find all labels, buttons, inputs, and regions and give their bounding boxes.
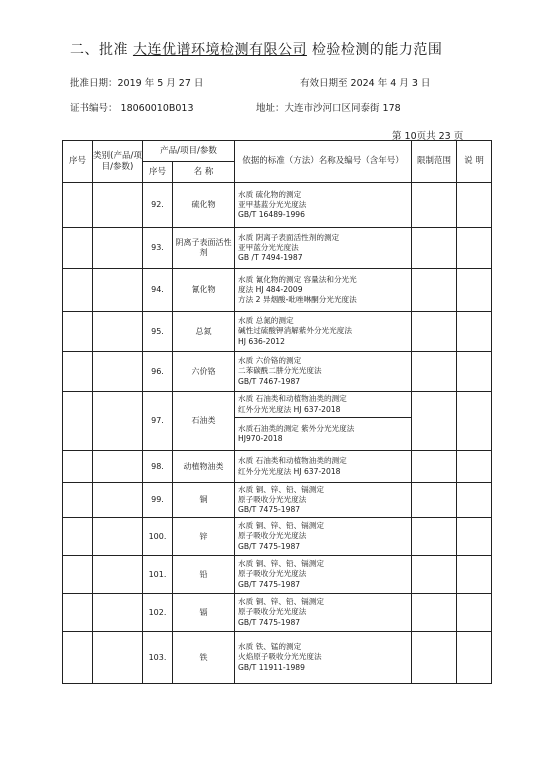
page-info: 第 10页共 23 页 bbox=[392, 131, 464, 142]
cell-note bbox=[457, 556, 492, 594]
cell-limit bbox=[412, 451, 457, 483]
standard-line: GB/T 11911-1989 bbox=[238, 662, 305, 672]
cell-note bbox=[457, 518, 492, 556]
cell-category bbox=[93, 312, 143, 352]
cell-standard bbox=[235, 418, 412, 451]
cell-note bbox=[457, 483, 492, 518]
cell-note bbox=[457, 632, 492, 684]
table-row bbox=[63, 183, 492, 228]
cell-seq bbox=[63, 556, 93, 594]
cell-item-name: 石油类 bbox=[173, 392, 235, 451]
cell-seq bbox=[63, 632, 93, 684]
cert-number: 证书编号： 18060010B013 bbox=[70, 103, 194, 114]
cell-item-no: 95. bbox=[143, 312, 173, 352]
cell-limit bbox=[412, 518, 457, 556]
cell-item-no: 101. bbox=[143, 556, 173, 594]
standard-line: 亚甲基蓝分光光度法 bbox=[238, 199, 307, 209]
cell-seq bbox=[63, 594, 93, 632]
cell-note bbox=[457, 392, 492, 451]
cell-item-name: 铅 bbox=[173, 556, 235, 594]
header-name: 名 称 bbox=[173, 162, 235, 183]
page-title bbox=[70, 39, 442, 59]
title-prefix: 二、批准 bbox=[70, 42, 128, 58]
standard-line: 原子吸收分光光度法 bbox=[238, 569, 307, 579]
cell-item-no: 96. bbox=[143, 352, 173, 392]
standard-line: 方法 2 异烟酸-吡唑啉酮分光光度法 bbox=[238, 295, 357, 305]
cell-category bbox=[93, 483, 143, 518]
standard-line: HJ970-2018 bbox=[238, 434, 283, 443]
standard-line: 火焰原子吸收分光光度法 bbox=[238, 652, 322, 662]
standard-line: 红外分光光度法 HJ 637-2018 bbox=[238, 466, 341, 476]
standard-line: 水质 石油类和动植物油类的测定 bbox=[238, 456, 347, 466]
cell-category bbox=[93, 556, 143, 594]
cell-standard bbox=[235, 352, 412, 392]
cell-limit bbox=[412, 352, 457, 392]
cell-standard bbox=[235, 632, 412, 684]
table-row bbox=[63, 594, 492, 632]
table-row bbox=[63, 632, 492, 684]
cell-seq bbox=[63, 451, 93, 483]
standard-line: HJ 636-2012 bbox=[238, 336, 285, 346]
standard-line: 水质 铜、锌、铅、镉测定 bbox=[238, 559, 324, 569]
cell-seq bbox=[63, 312, 93, 352]
cell-item-name: 氰化物 bbox=[173, 269, 235, 312]
cell-standard bbox=[235, 183, 412, 228]
table-row bbox=[63, 228, 492, 269]
standard-line: 红外分光光度法 HJ 637-2018 bbox=[238, 404, 341, 414]
standard-line: GB/T 7475-1987 bbox=[238, 541, 301, 551]
table-row bbox=[63, 392, 492, 418]
standard-line: 水质 铜、锌、铅、镉测定 bbox=[238, 521, 324, 531]
cell-item-no: 97. bbox=[143, 392, 173, 451]
cell-limit bbox=[412, 392, 457, 451]
title-suffix: 检验检测的能力范围 bbox=[311, 42, 443, 58]
cell-item-name: 铁 bbox=[173, 632, 235, 684]
standard-line: 原子吸收分光光度法 bbox=[238, 607, 307, 617]
standard-line: 水质 氰化物的测定 容量法和分光光 bbox=[238, 274, 357, 284]
cell-note bbox=[457, 269, 492, 312]
cell-limit bbox=[412, 183, 457, 228]
standard-line: 原子吸收分光光度法 bbox=[238, 531, 307, 541]
cell-limit bbox=[412, 483, 457, 518]
standard-line: 亚甲蓝分光光度法 bbox=[238, 242, 299, 252]
standard-line: 水质 铁、锰的测定 bbox=[238, 642, 302, 652]
header-limit: 限制范围 bbox=[412, 141, 457, 183]
table-row bbox=[63, 312, 492, 352]
standard-line: 水质 铜、锌、铅、镉测定 bbox=[238, 597, 324, 607]
header-category: 类别(产品/项目/参数) bbox=[93, 141, 143, 183]
table-row bbox=[63, 352, 492, 392]
header-standard: 依据的标准（方法）名称及编号（含年号） bbox=[235, 141, 412, 183]
standard-line: 水质 阴离子表面活性剂的测定 bbox=[238, 232, 340, 242]
cell-standard bbox=[235, 556, 412, 594]
cell-limit bbox=[412, 594, 457, 632]
standard-line: 水质 六价铬的测定 bbox=[238, 356, 302, 366]
cell-note bbox=[457, 228, 492, 269]
cell-limit bbox=[412, 556, 457, 594]
table-row bbox=[63, 269, 492, 312]
standard-line: GB/T 7475-1987 bbox=[238, 579, 301, 589]
cell-seq bbox=[63, 228, 93, 269]
cell-limit bbox=[412, 269, 457, 312]
standard-line: 水质 硫化物的测定 bbox=[238, 189, 302, 199]
table-row bbox=[63, 451, 492, 483]
standard-line: GB/T 16489-1996 bbox=[238, 210, 305, 220]
cell-standard bbox=[235, 312, 412, 352]
cell-item-name: 镉 bbox=[173, 594, 235, 632]
header-product-group: 产品/项目/参数 bbox=[143, 141, 235, 162]
standard-line: 度法 HJ 484-2009 bbox=[238, 284, 303, 294]
cell-seq bbox=[63, 518, 93, 556]
cell-item-name: 阴离子表面活性剂 bbox=[173, 228, 235, 269]
standard-line: 原子吸收分光光度法 bbox=[238, 494, 307, 504]
cell-standard bbox=[235, 228, 412, 269]
cell-item-no: 98. bbox=[143, 451, 173, 483]
table-row bbox=[63, 483, 492, 518]
standard-line: 水质 铜、锌、铅、镉测定 bbox=[238, 484, 324, 494]
standard-line: 水质 石油类和动植物油类的测定 bbox=[238, 394, 347, 404]
cell-limit bbox=[412, 228, 457, 269]
cell-item-name: 六价铬 bbox=[173, 352, 235, 392]
cell-item-no: 102. bbox=[143, 594, 173, 632]
cell-standard bbox=[235, 451, 412, 483]
cell-seq bbox=[63, 269, 93, 312]
cell-standard bbox=[235, 594, 412, 632]
cell-category bbox=[93, 392, 143, 451]
cell-item-name: 铜 bbox=[173, 483, 235, 518]
capability-table bbox=[62, 140, 492, 684]
cell-limit bbox=[412, 632, 457, 684]
cell-item-name: 总氮 bbox=[173, 312, 235, 352]
cell-item-no: 99. bbox=[143, 483, 173, 518]
standard-line: 二苯碳酰二肼分光光度法 bbox=[238, 366, 322, 376]
cell-item-no: 94. bbox=[143, 269, 173, 312]
cell-category bbox=[93, 228, 143, 269]
cell-seq bbox=[63, 183, 93, 228]
cell-note bbox=[457, 594, 492, 632]
approval-date: 批准日期：2019 年 5 月 27 日 bbox=[70, 78, 204, 89]
cell-item-no: 103. bbox=[143, 632, 173, 684]
cell-note bbox=[457, 352, 492, 392]
cell-seq bbox=[63, 352, 93, 392]
address: 地址：大连市沙河口区同泰街 178 bbox=[256, 103, 401, 114]
cell-standard bbox=[235, 269, 412, 312]
standard-line: GB/T 7475-1987 bbox=[238, 505, 301, 515]
cell-standard bbox=[235, 392, 412, 418]
header-seq: 序号 bbox=[63, 141, 93, 183]
cell-item-name: 动植物油类 bbox=[173, 451, 235, 483]
standard-line: 水质 总氮的测定 bbox=[238, 316, 294, 326]
cell-item-no: 100. bbox=[143, 518, 173, 556]
cell-seq bbox=[63, 392, 93, 451]
cell-note bbox=[457, 183, 492, 228]
standard-line: 水质石油类的测定 紫外分光光度法 bbox=[238, 423, 355, 433]
cell-standard bbox=[235, 483, 412, 518]
cell-limit bbox=[412, 312, 457, 352]
table-row bbox=[63, 556, 492, 594]
standard-line: GB/T 7467-1987 bbox=[238, 376, 301, 386]
cell-category bbox=[93, 269, 143, 312]
cell-category bbox=[93, 632, 143, 684]
org-name: 大连优谱环境检测有限公司 bbox=[132, 42, 307, 58]
cell-category bbox=[93, 594, 143, 632]
standard-line: GB /T 7494-1987 bbox=[238, 253, 303, 263]
cell-note bbox=[457, 312, 492, 352]
cell-item-name: 硫化物 bbox=[173, 183, 235, 228]
cell-category bbox=[93, 451, 143, 483]
table-row bbox=[63, 518, 492, 556]
cell-item-no: 93. bbox=[143, 228, 173, 269]
cell-category bbox=[93, 352, 143, 392]
cell-item-name: 锌 bbox=[173, 518, 235, 556]
cell-category bbox=[93, 518, 143, 556]
cell-standard bbox=[235, 518, 412, 556]
valid-until: 有效日期至 2024 年 4 月 3 日 bbox=[300, 78, 431, 89]
cell-item-no: 92. bbox=[143, 183, 173, 228]
cell-seq bbox=[63, 483, 93, 518]
header-sub-seq: 序号 bbox=[143, 162, 173, 183]
standard-line: GB/T 7475-1987 bbox=[238, 617, 301, 627]
cell-category bbox=[93, 183, 143, 228]
table-body bbox=[63, 183, 492, 684]
cell-note bbox=[457, 451, 492, 483]
standard-line: 碱性过硫酸钾消解紫外分光光度法 bbox=[238, 326, 352, 336]
header-note: 说 明 bbox=[457, 141, 492, 183]
